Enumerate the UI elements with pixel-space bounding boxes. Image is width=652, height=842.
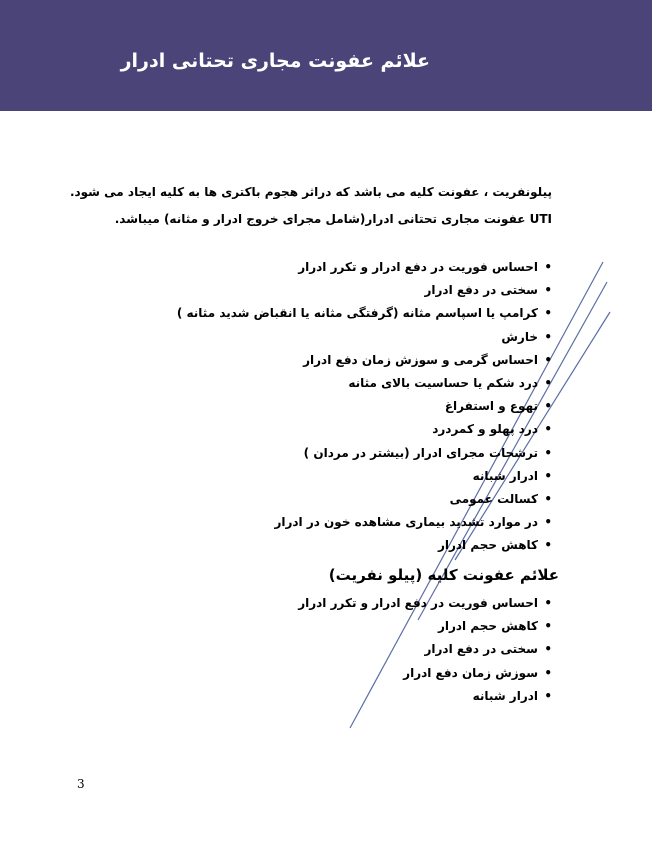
list-item: • در موارد تشدید بیماری مشاهده خون در ادرار <box>177 511 552 534</box>
list-item: • ادرار شبانه <box>298 685 552 708</box>
list-item: • کاهش حجم ادرار <box>177 534 552 557</box>
lower-uti-symptom-list <box>177 256 552 557</box>
list-item: • درد پهلو و کمردرد <box>177 418 552 441</box>
page-title: علائم عفونت مجاری تحتانی ادرار <box>120 50 430 72</box>
header-banner <box>0 0 652 111</box>
list-item: • کرامپ یا اسپاسم مثانه (گرفتگی مثانه یا انقباض شدید مثانه ) <box>177 302 552 325</box>
intro-line-2: UTI عفونت مجاری تحتانی ادرار(شامل مجرای خروج ادرار و مثانه) میباشد. <box>114 212 552 226</box>
page-number: 3 <box>77 777 85 791</box>
list-item: • درد شکم یا حساسیت بالای مثانه <box>177 372 552 395</box>
list-item: • احساس گرمی و سوزش زمان دفع ادرار <box>177 349 552 372</box>
list-item: • سختی در دفع ادرار <box>298 638 552 661</box>
list-item: • ادرار شبانه <box>177 465 552 488</box>
kidney-infection-heading: علائم عفونت کلیه (پیلو نفریت) <box>328 566 559 584</box>
list-item: • احساس فوریت در دفع ادرار و تکرر ادرار <box>298 592 552 615</box>
intro-line-1: پیلونفریت ، عفونت کلیه می باشد که دراثر هجوم باکتری ها به کلیه ایجاد می شود. <box>69 185 552 199</box>
list-item: • تهوع و استفراغ <box>177 395 552 418</box>
list-item: • سوزش زمان دفع ادرار <box>298 662 552 685</box>
list-item: • کاهش حجم ادرار <box>298 615 552 638</box>
list-item: • کسالت عمومی <box>177 488 552 511</box>
list-item: • سختی در دفع ادرار <box>177 279 552 302</box>
list-item: • احساس فوریت در دفع ادرار و تکرر ادرار <box>177 256 552 279</box>
kidney-symptom-list <box>298 592 552 708</box>
list-item: • خارش <box>177 326 552 349</box>
list-item: • ترشحات مجرای ادرار (بیشتر در مردان ) <box>177 442 552 465</box>
